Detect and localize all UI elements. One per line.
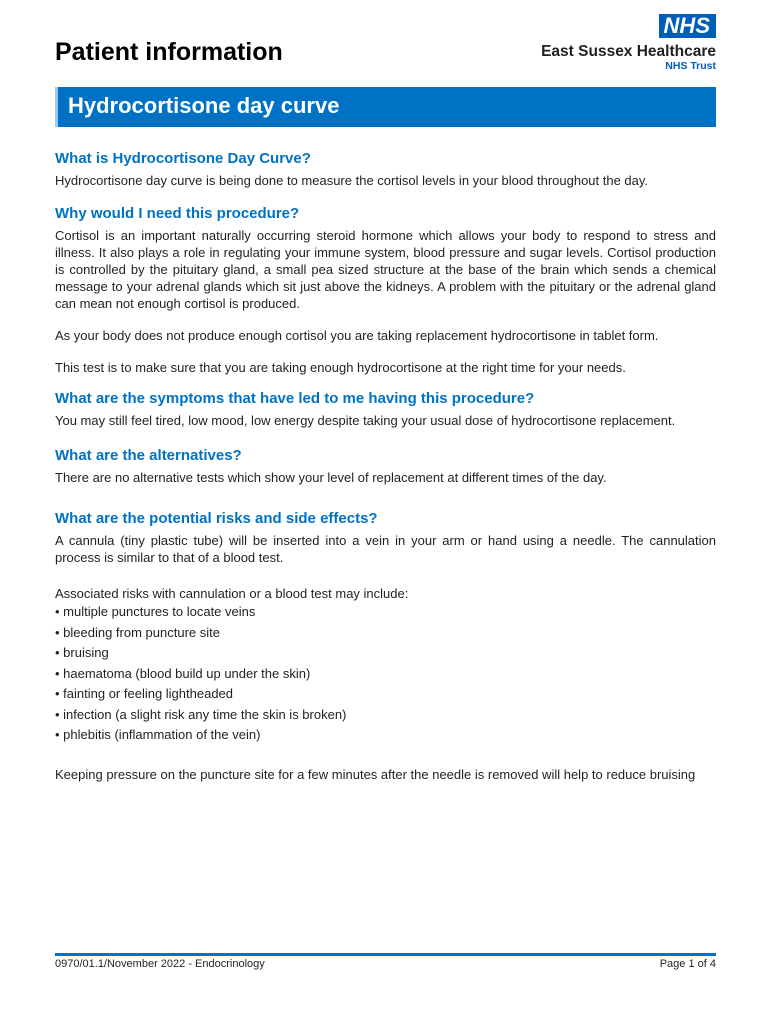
paragraph-risks-1: A cannula (tiny plastic tube) will be inserted into a vein in your arm or hand using a needle. The cannulation process is similar to that of a blood test. (55, 533, 716, 565)
list-item: • haematoma (blood build up under the skin) (55, 665, 311, 681)
section-heading-what: What is Hydrocortisone Day Curve? (55, 150, 311, 167)
org-name: East Sussex Healthcare (541, 43, 716, 60)
list-item: • multiple punctures to locate veins (55, 604, 256, 619)
org-subtitle: NHS Trust (665, 60, 716, 72)
list-item: • infection (a slight risk any time the skin is broken) (55, 706, 347, 722)
page-number: Page 1 of 4 (659, 958, 716, 970)
paragraph-risks-3: Keeping pressure on the puncture site for a few minutes after the needle is removed will help to reduce bruising (55, 766, 696, 782)
list-item: • bleeding from puncture site (55, 624, 220, 640)
footer-divider (55, 953, 716, 956)
paragraph-why-1: Cortisol is an important naturally occurring steroid hormone which allows your body to respond to stress and illness. It also plays a role in regulating your immune system, blood pressure and sugar levels. Cortisol production is controlled by the pituitary gland, a small pea sized structure at the base of the brain which sends a chemical message to your adrenal glands which sit just above the kidneys. A problem with the pituitary or the adrenal gland can mean not enough cortisol is produced. (55, 228, 716, 311)
section-heading-alternatives: What are the alternatives? (55, 447, 242, 464)
paragraph-why-2: As your body does not produce enough cortisol you are taking replacement hydrocortisone in tablet form. (55, 328, 659, 343)
risk-list (55, 602, 716, 746)
list-item: • phlebitis (inflammation of the vein) (55, 727, 261, 742)
page-title: Patient information (55, 38, 283, 66)
nhs-logo: NHS (659, 14, 716, 38)
list-item: • fainting or feeling lightheaded (55, 686, 234, 701)
paragraph-what: Hydrocortisone day curve is being done to measure the cortisol levels in your blood throughout the day. (55, 173, 649, 188)
paragraph-alternatives: There are no alternative tests which show your level of replacement at different times of the day. (55, 470, 607, 485)
nhs-logo-block (541, 14, 716, 73)
list-item: • bruising (55, 645, 109, 660)
paragraph-symptoms: You may still feel tired, low mood, low energy despite taking your usual dose of hydrocortisone replacement. (55, 413, 676, 428)
section-heading-symptoms: What are the symptoms that have led to me having this procedure? (55, 390, 535, 407)
paragraph-why-3: This test is to make sure that you are taking enough hydrocortisone at the right time for your needs. (55, 360, 626, 375)
document-body (55, 149, 716, 783)
title-banner (55, 87, 716, 127)
document-title: Hydrocortisone day curve (68, 93, 340, 118)
footer-reference: 0970/01.1/November 2022 - Endocrinology (55, 958, 265, 970)
page-header (55, 14, 716, 74)
paragraph-risks-2: Associated risks with cannulation or a blood test may include: (55, 586, 409, 601)
section-heading-why: Why would I need this procedure? (55, 205, 300, 222)
section-heading-risks: What are the potential risks and side effects? (55, 510, 378, 527)
